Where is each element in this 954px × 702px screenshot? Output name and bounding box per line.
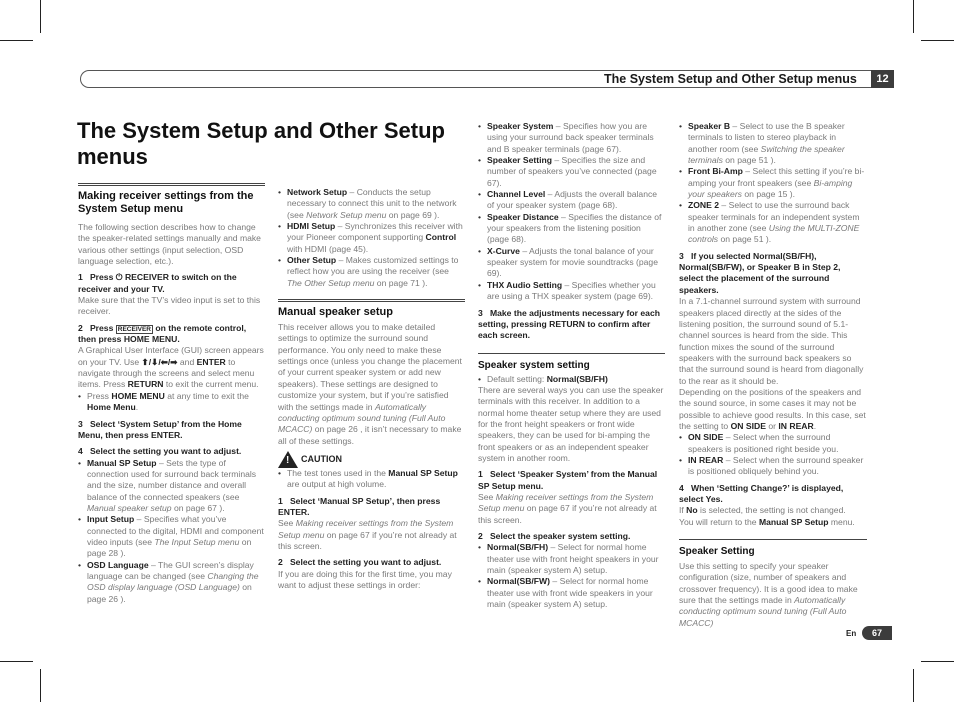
list-item: • Speaker Setting – Specifies the size and number of speakers you’ve connected (page 67). <box>478 155 665 189</box>
paragraph: A Graphical User Interface (GUI) screen appears on your TV. Use ⬆/⬇/⬅/➡ and ENTER to navigate through the screens and select menu items. Press RETURN to exit the current menu. <box>78 345 264 390</box>
header-title: The System Setup and Other Setup menus <box>604 72 857 86</box>
list-item: • ON SIDE – Select when the surround speakers is positioned right beside you. <box>679 432 867 455</box>
crop-mark <box>40 669 41 702</box>
step-2: 2 Select the speaker system setting. <box>478 531 631 541</box>
crop-mark <box>921 661 954 662</box>
paragraph: The following section describes how to change the speaker-related settings manually and make various other settings (input selection, OSD language selection, etc.). <box>78 222 261 267</box>
crop-mark <box>0 40 33 41</box>
step-3: 3 If you selected Normal(SB/FH), Normal(SB/FW), or Speaker B in Step 2, select the placement of the surround speakers. <box>679 250 841 295</box>
language-label: En <box>846 629 857 638</box>
paragraph: See Making receiver settings from the System Setup menu on page 67 if you’re not already at this screen. <box>278 518 457 551</box>
column-3 <box>478 121 665 610</box>
step-4: 4 When ‘Setting Change?’ is displayed, select Yes. <box>679 482 844 504</box>
section-heading: Manual speaker setup <box>278 306 393 319</box>
section-heading: Speaker Setting <box>679 546 755 558</box>
step-4: 4 Select the setting you want to adjust. <box>78 446 242 457</box>
section-rule <box>278 299 465 304</box>
crop-mark <box>913 0 914 33</box>
section-rule <box>478 353 665 354</box>
paragraph: If No is selected, the setting is not changed. You will return to the Manual SP Setup menu. <box>679 505 855 527</box>
column-4 <box>679 121 867 629</box>
crop-mark <box>913 669 914 702</box>
crop-mark <box>921 40 954 41</box>
step-3: 3 Make the adjustments necessary for each setting, pressing RETURN to confirm after each screen. <box>478 307 660 341</box>
list-item: • Front Bi-Amp – Select this setting if you’re bi-amping your front speakers (see Bi-amping your speakers on page 15 ). <box>679 166 867 200</box>
paragraph: There are several ways you can use the speaker terminals with this receiver. In addition to a normal home theater setup where they are used for the front height speakers or front wide speakers, they can be used for bi-amping the front speakers or as an independent speaker system in another room. <box>478 384 664 463</box>
list-item: • Other Setup – Makes customized settings to reflect how you are using the receiver (see The Other Setup menu on page 71 ). <box>278 255 465 289</box>
list-item: • Default setting: Normal(SB/FH) <box>478 374 665 385</box>
paragraph: This receiver allows you to make detailed settings to optimize the surround sound performance. You only need to make these settings once (unless you change the placement of your current speaker system or add new speakers). These settings are designed to customize your system, but if you’re satisfied with the settings made in Automatically conducting optimum sound tuning (Full Auto MCACC) on page 26 , it isn’t necessary to make all of these settings. <box>278 322 462 446</box>
list-item: • ZONE 2 – Select to use the surround back speaker terminals for an independent system in another zone (see Using the MULTI-ZONE controls on page 51 ). <box>679 200 867 245</box>
receiver-key-icon: RECEIVER <box>117 325 151 333</box>
list-item: • HDMI Setup – Synchronizes this receiver with your Pioneer component supporting Control with HDMI (page 45). <box>278 221 465 255</box>
paragraph: Make sure that the TV’s video input is set to this receiver. <box>78 295 261 317</box>
list-item: • Speaker Distance – Specifies the distance of your speakers from the listening position (page 68). <box>478 212 665 246</box>
list-item: • OSD Language – The GUI screen’s display language can be changed (see Changing the OSD display language (OSD Language) on page 26 ). <box>78 560 265 605</box>
column-2 <box>278 187 465 591</box>
list-item: • Speaker B – Select to use the B speaker terminals to listen to stereo playback in another room (see Switching the speaker terminals on page 51 ). <box>679 121 867 166</box>
page-title: The System Setup and Other Setup menus <box>77 118 445 169</box>
list-item: • IN REAR – Select when the surround speaker is positioned obliquely behind you. <box>679 455 867 478</box>
paragraph: If you are doing this for the first time, you may want to adjust these settings in order: <box>278 568 452 590</box>
step-3: 3 Select ‘System Setup’ from the Home Menu, then press ENTER. <box>78 418 242 440</box>
power-icon: ⏻ <box>115 272 123 283</box>
crop-mark <box>40 0 41 33</box>
list-item: • Normal(SB/FH) – Select for normal home theater use with front height speakers in your main (speaker system A) setup. <box>478 542 665 576</box>
list-item: • Normal(SB/FW) – Select for normal home theater use with front wide speakers in your main (speaker system A) setup. <box>478 576 665 610</box>
paragraph: See Making receiver settings from the System Setup menu on page 67 if you’re not already at this screen. <box>478 491 657 525</box>
section-rule <box>78 183 265 188</box>
section-rule <box>679 539 867 540</box>
list-item: • Manual SP Setup – Sets the type of connection used for surround back terminals and the size, number distance and overall balance of the connected speakers (see Manual speaker setup on page 67 ). <box>78 458 265 515</box>
list-item: • Speaker System – Specifies how you are using your surround back speaker terminals and B speaker terminals (page 67). <box>478 121 665 155</box>
paragraph: Depending on the positions of the speakers and the sound source, in some cases it may not be possible to achieve good results. In this case, set the setting to ON SIDE or IN REAR. <box>679 386 866 431</box>
list-item: • The test tones used in the Manual SP Setup are output at high volume. <box>278 468 465 491</box>
caution-heading: ! CAUTION <box>278 451 465 468</box>
step-1: 1 Press ⏻ RECEIVER to switch on the receiver and your TV. <box>78 272 237 294</box>
step-1: 1 Select ‘Speaker System’ from the Manual SP Setup menu. <box>478 469 658 491</box>
column-1 <box>78 183 265 605</box>
step-1: 1 Select ‘Manual SP Setup’, then press ENTER. <box>278 495 441 517</box>
arrow-keys-icon: ⬆/⬇/⬅/➡ <box>141 356 178 367</box>
page-number: 67 <box>862 626 892 640</box>
step-2: 2 Select the setting you want to adjust. <box>278 557 442 568</box>
step-2: 2 Press RECEIVER on the remote control, then press HOME MENU. <box>78 322 247 345</box>
paragraph: In a 7.1-channel surround system with surround speakers placed directly at the sides of the listening position, the surround sound of 5.1-channel sources is heard from the side. This function mixes the sound of the surround speakers with the surround back speakers so that the surround sound is heard from diagonally to the rear as it should be. <box>679 296 864 386</box>
list-item: • Network Setup – Conducts the setup necessary to connect this unit to the network (see Network Setup menu on page 69 ). <box>278 187 465 221</box>
warning-icon <box>278 451 298 468</box>
list-item: • Channel Level – Adjusts the overall balance of your speaker system (page 68). <box>478 189 665 212</box>
section-heading: Making receiver settings from the System Setup menu <box>78 190 254 215</box>
list-item: • Input Setup – Specifies what you’ve connected to the digital, HDMI and component video inputs (see The Input Setup menu on page 28 ). <box>78 514 265 559</box>
list-item: • THX Audio Setting – Specifies whether you are using a THX speaker system (page 69). <box>478 280 665 303</box>
chapter-tab: 12 <box>871 70 894 88</box>
list-item: • Press HOME MENU at any time to exit the Home Menu. <box>78 391 265 414</box>
crop-mark <box>0 661 33 662</box>
paragraph: Use this setting to specify your speaker configuration (size, number of speakers and crossover frequency). It is a good idea to make sure that the settings made in Automatically conducting optimum sound tuning (Full Auto MCACC) <box>679 561 858 628</box>
section-heading: Speaker system setting <box>478 359 590 371</box>
list-item: • X-Curve – Adjusts the tonal balance of your speaker system for movie soundtracks (page 69). <box>478 246 665 280</box>
